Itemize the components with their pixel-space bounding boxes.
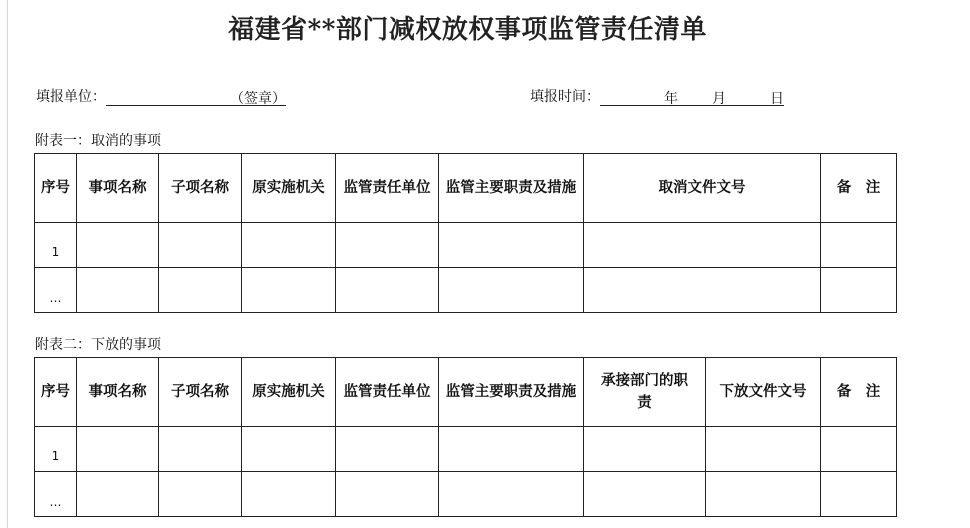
- table-cell[interactable]: [439, 472, 584, 517]
- fill-time-line: [530, 88, 784, 106]
- header-cell: 子项名称: [159, 358, 242, 427]
- fill-time-label: 填报时间：: [530, 89, 600, 105]
- table-row: [35, 472, 897, 517]
- header-cell: 监管责任单位: [336, 154, 439, 223]
- row-number-cell: [35, 268, 77, 313]
- row-number-cell: [35, 472, 77, 517]
- document-title: 福建省**部门减权放权事项监管责任清单: [228, 15, 707, 45]
- header-cell: 子项名称: [159, 154, 242, 223]
- table-row: [35, 427, 897, 472]
- table-cell[interactable]: [584, 472, 706, 517]
- fill-unit-blank[interactable]: [106, 90, 230, 106]
- table-cell[interactable]: [77, 268, 159, 313]
- header-cell: 事项名称: [77, 154, 159, 223]
- year-blank[interactable]: [600, 90, 664, 106]
- header-cell: 下放文件文号: [706, 358, 821, 427]
- table-row: [35, 268, 897, 313]
- table-cell[interactable]: [706, 427, 821, 472]
- table-cell[interactable]: [336, 223, 439, 268]
- table-cell[interactable]: [242, 223, 336, 268]
- table-cell[interactable]: [242, 472, 336, 517]
- header-cell: 备 注: [821, 154, 897, 223]
- header-cell: 监管责任单位: [336, 358, 439, 427]
- table-cell[interactable]: [159, 472, 242, 517]
- table-cell[interactable]: [584, 427, 706, 472]
- table-cell[interactable]: [821, 427, 897, 472]
- day-label: 日: [770, 91, 784, 107]
- table-cell[interactable]: [242, 268, 336, 313]
- row-number: 1: [51, 449, 60, 463]
- table-cell[interactable]: [336, 472, 439, 517]
- day-blank[interactable]: [726, 90, 770, 106]
- table-cell[interactable]: [584, 223, 821, 268]
- table-cell[interactable]: [821, 268, 897, 313]
- table-cell[interactable]: [336, 268, 439, 313]
- table-cell[interactable]: [821, 223, 897, 268]
- table-header-row: [35, 358, 897, 427]
- table-cell[interactable]: [159, 268, 242, 313]
- row-number-cell: [35, 427, 77, 472]
- row-number: 1: [51, 245, 60, 259]
- header-cell: 监管主要职责及措施: [439, 358, 584, 427]
- header-cell: 监管主要职责及措施: [439, 154, 584, 223]
- table-cell[interactable]: [77, 427, 159, 472]
- header-cell: 序号: [35, 358, 77, 427]
- table-cell[interactable]: [584, 268, 821, 313]
- header-cell: 原实施机关: [242, 154, 336, 223]
- table-cell[interactable]: [821, 472, 897, 517]
- table-cell[interactable]: [77, 472, 159, 517]
- row-number: …: [49, 291, 62, 305]
- seal-label: （签章）: [230, 91, 286, 107]
- table-cell[interactable]: [159, 223, 242, 268]
- table2-caption: 附表二：下放的事项: [35, 337, 161, 353]
- header-cell: 备 注: [821, 358, 897, 427]
- table1-cancelled-items: [34, 153, 897, 313]
- fill-unit-label: 填报单位：: [36, 89, 106, 105]
- header-cell: 事项名称: [77, 358, 159, 427]
- table2-delegated-items: [34, 357, 897, 517]
- table-cell[interactable]: [77, 223, 159, 268]
- header-cell: 取消文件文号: [584, 154, 821, 223]
- table1-caption: 附表一：取消的事项: [35, 133, 161, 149]
- table-cell[interactable]: [242, 427, 336, 472]
- table-header-row: [35, 154, 897, 223]
- month-label: 月: [712, 91, 726, 107]
- header-cell: 原实施机关: [242, 358, 336, 427]
- row-number-cell: [35, 223, 77, 268]
- month-blank[interactable]: [678, 90, 712, 106]
- table-cell[interactable]: [439, 268, 584, 313]
- page-left-border: [7, 0, 8, 528]
- row-number: …: [49, 495, 62, 509]
- table-cell[interactable]: [336, 427, 439, 472]
- year-label: 年: [664, 91, 678, 107]
- table-cell[interactable]: [159, 427, 242, 472]
- table-cell[interactable]: [439, 427, 584, 472]
- fill-unit-line: [36, 88, 286, 106]
- table-cell[interactable]: [439, 223, 584, 268]
- header-cell: 承接部门的职责: [584, 358, 706, 427]
- header-cell: 序号: [35, 154, 77, 223]
- table-row: [35, 223, 897, 268]
- table-cell[interactable]: [706, 472, 821, 517]
